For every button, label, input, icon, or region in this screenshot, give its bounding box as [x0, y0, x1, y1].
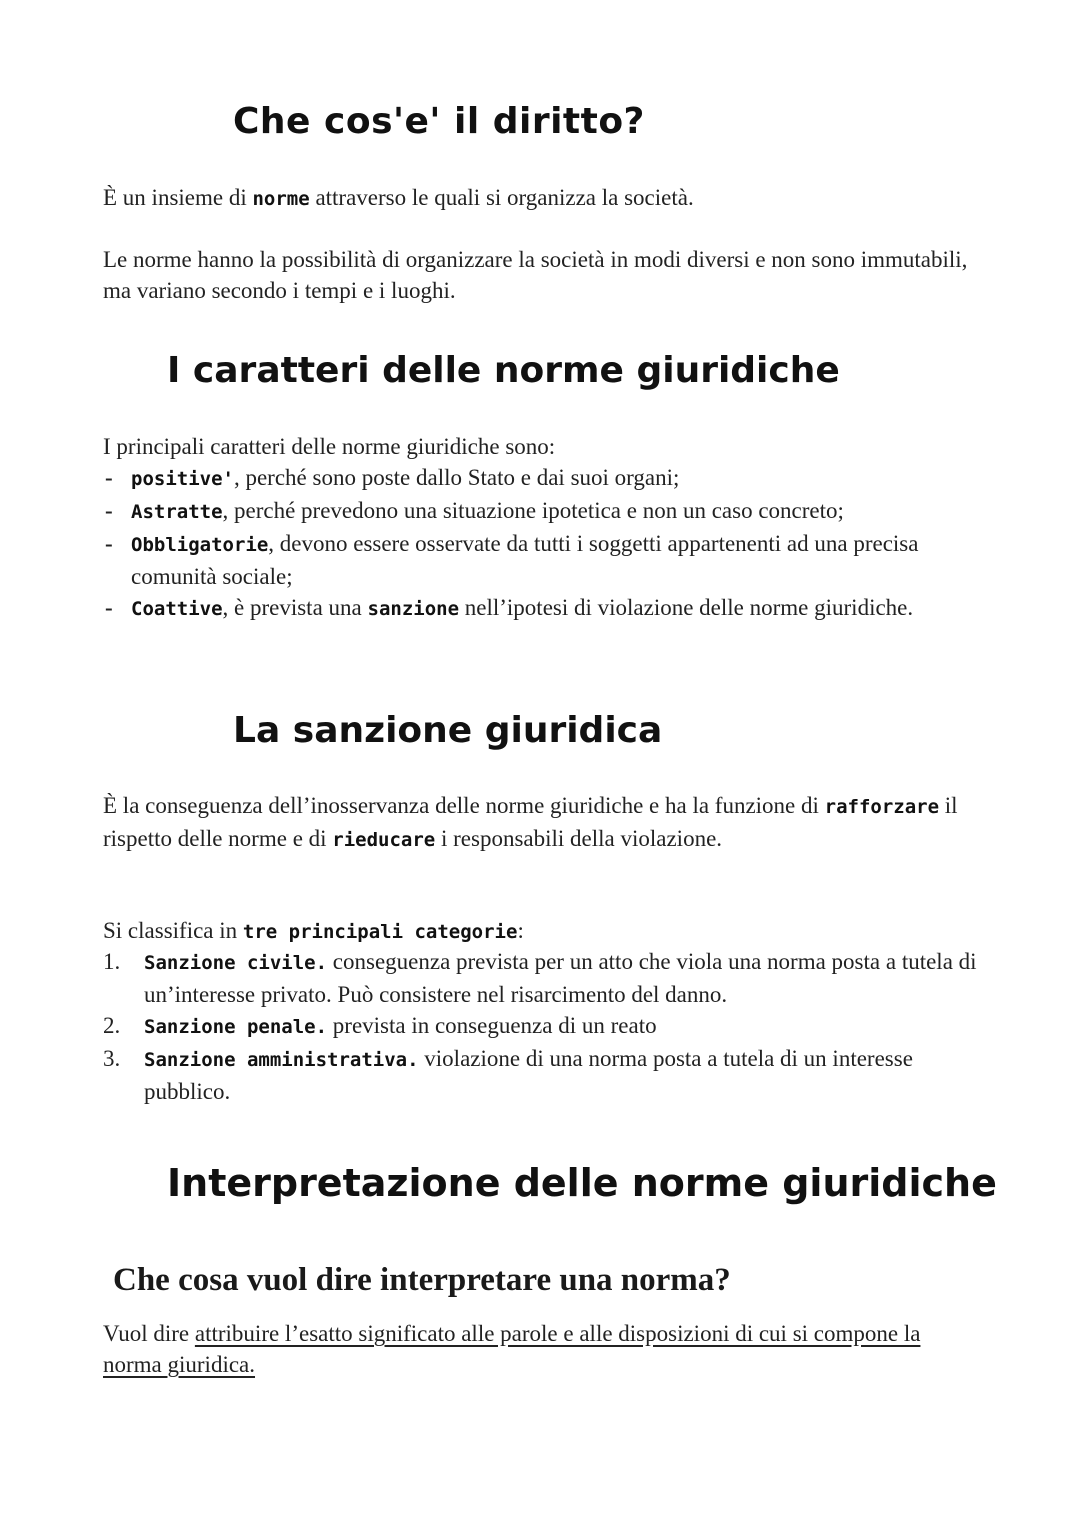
- keyword-norme: norme: [252, 188, 310, 210]
- sanzione-text: il rispetto delle norme e di: [103, 793, 958, 851]
- answer-text: Vuol dire: [103, 1321, 195, 1346]
- sanzione-text: È la conseguenza dell’inosservanza delle norme giuridiche e ha la funzione di: [103, 793, 825, 818]
- keyword-obbligatorie: Obbligatorie: [131, 534, 269, 556]
- list-item-text: , devono essere osservate da tutti i soggetti appartenenti ad una precisa comunità sociale;: [131, 531, 919, 589]
- keyword-sanzione-penale: Sanzione penale.: [144, 1016, 328, 1038]
- keyword-sanzione-amministrativa: Sanzione amministrativa.: [144, 1049, 419, 1071]
- intro-paragraph-1: [103, 182, 1003, 215]
- list-item-text: , perché sono poste dallo Stato e dai suoi organi;: [233, 465, 680, 490]
- sanzione-categorie-list: [103, 946, 983, 1107]
- keyword-rafforzare: rafforzare: [824, 796, 940, 818]
- keyword-tre-categorie: tre principali categorie: [242, 921, 518, 943]
- list-item: [103, 462, 1003, 495]
- list-item-text: violazione di una norma posta a tutela di un interesse pubblico.: [144, 1046, 913, 1104]
- keyword-sanzione: sanzione: [367, 598, 460, 620]
- keyword-astratte: Astratte: [131, 501, 223, 523]
- keyword-positive: positive': [131, 468, 234, 490]
- heading-caratteri: I caratteri delle norme giuridiche: [167, 350, 840, 391]
- caratteri-lead: I principali caratteri delle norme giuridiche sono:: [103, 434, 556, 459]
- list-number: 3.: [103, 1046, 121, 1071]
- list-item-text: nell’ipotesi di violazione delle norme giuridiche.: [459, 595, 914, 620]
- list-item: [103, 1043, 983, 1107]
- sanzione-classifica: [103, 915, 1003, 948]
- list-item-text: , è prevista una: [222, 595, 368, 620]
- heading-che-cose-il-diritto: Che cos'e' il diritto?: [233, 101, 645, 142]
- sanzione-text: :: [517, 918, 524, 943]
- list-number: 2.: [103, 1013, 121, 1038]
- caratteri-list: [103, 462, 1003, 625]
- heading-sanzione-giuridica: La sanzione giuridica: [233, 710, 663, 751]
- list-item: [103, 495, 1003, 528]
- keyword-coattive: Coattive: [131, 598, 223, 620]
- heading-interpretazione: Interpretazione delle norme giuridiche: [167, 1161, 997, 1205]
- list-number: 1.: [103, 949, 121, 974]
- list-item-text: prevista in conseguenza di un reato: [327, 1013, 657, 1038]
- keyword-rieducare: rieducare: [332, 829, 436, 851]
- list-item-text: , perché prevedono una situazione ipotetica e non un caso concreto;: [222, 498, 844, 523]
- sanzione-text: i responsabili della violazione.: [435, 826, 723, 851]
- interpretazione-question: Che cosa vuol dire interpretare una norma?: [113, 1262, 731, 1298]
- list-item: [103, 1010, 983, 1043]
- interpretazione-answer: [103, 1318, 983, 1380]
- intro-paragraph-2: Le norme hanno la possibilità di organizzare la società in modi diversi e non sono immutabili, ma variano secondo i tempi e i luoghi.: [103, 247, 968, 303]
- list-item-text: conseguenza prevista per un atto che viola una norma posta a tutela di un’interesse privato. Può consistere nel risarcimento del danno.: [144, 949, 977, 1007]
- list-item: [103, 946, 983, 1010]
- answer-underlined-text: attribuire l’esatto significato alle parole e alle disposizioni di cui si compone la norma giuridica.: [103, 1321, 921, 1377]
- sanzione-text: Si classifica in: [103, 918, 243, 943]
- keyword-sanzione-civile: Sanzione civile.: [144, 952, 328, 974]
- intro-text: È un insieme di: [103, 185, 253, 210]
- sanzione-paragraph: [103, 790, 983, 856]
- intro-text: attraverso le quali si organizza la società.: [309, 185, 694, 210]
- list-item: [103, 592, 1003, 625]
- list-item: [103, 528, 1003, 592]
